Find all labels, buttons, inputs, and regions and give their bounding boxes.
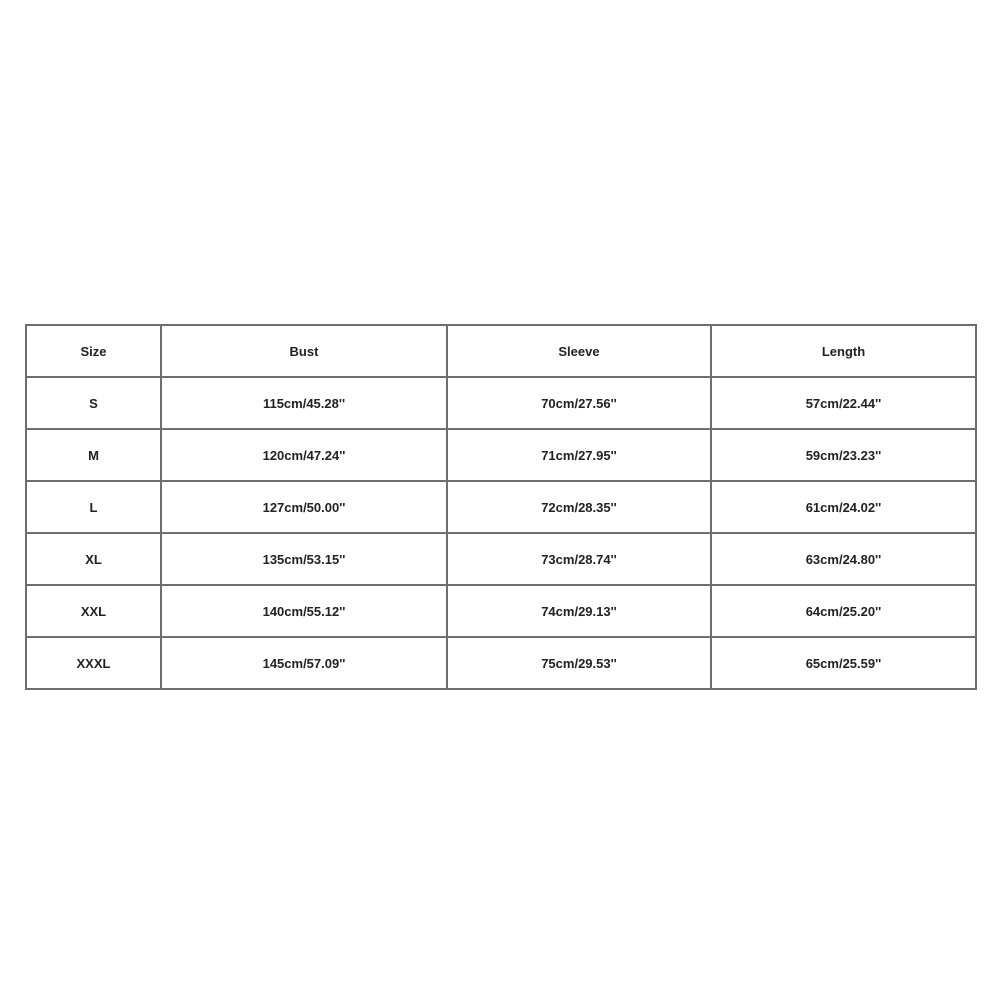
cell-bust: 120cm/47.24''	[161, 429, 447, 481]
cell-sleeve: 71cm/27.95''	[447, 429, 711, 481]
cell-length: 63cm/24.80''	[711, 533, 976, 585]
table-row	[26, 377, 976, 429]
header-sleeve: Sleeve	[447, 325, 711, 377]
cell-length: 59cm/23.23''	[711, 429, 976, 481]
cell-sleeve: 70cm/27.56''	[447, 377, 711, 429]
table-row	[26, 429, 976, 481]
table-row	[26, 533, 976, 585]
cell-sleeve: 73cm/28.74''	[447, 533, 711, 585]
table-row	[26, 481, 976, 533]
cell-length: 61cm/24.02''	[711, 481, 976, 533]
cell-size: S	[26, 377, 161, 429]
cell-size: XXXL	[26, 637, 161, 689]
cell-sleeve: 75cm/29.53''	[447, 637, 711, 689]
cell-bust: 145cm/57.09''	[161, 637, 447, 689]
cell-bust: 135cm/53.15''	[161, 533, 447, 585]
cell-length: 65cm/25.59''	[711, 637, 976, 689]
cell-size: XL	[26, 533, 161, 585]
cell-sleeve: 74cm/29.13''	[447, 585, 711, 637]
size-chart-table	[25, 324, 977, 690]
table-row	[26, 637, 976, 689]
header-length: Length	[711, 325, 976, 377]
cell-sleeve: 72cm/28.35''	[447, 481, 711, 533]
header-size: Size	[26, 325, 161, 377]
cell-size: XXL	[26, 585, 161, 637]
cell-length: 57cm/22.44''	[711, 377, 976, 429]
cell-size: M	[26, 429, 161, 481]
cell-bust: 140cm/55.12''	[161, 585, 447, 637]
cell-length: 64cm/25.20''	[711, 585, 976, 637]
header-bust: Bust	[161, 325, 447, 377]
table-row	[26, 585, 976, 637]
cell-bust: 127cm/50.00''	[161, 481, 447, 533]
table-header-row	[26, 325, 976, 377]
cell-size: L	[26, 481, 161, 533]
cell-bust: 115cm/45.28''	[161, 377, 447, 429]
